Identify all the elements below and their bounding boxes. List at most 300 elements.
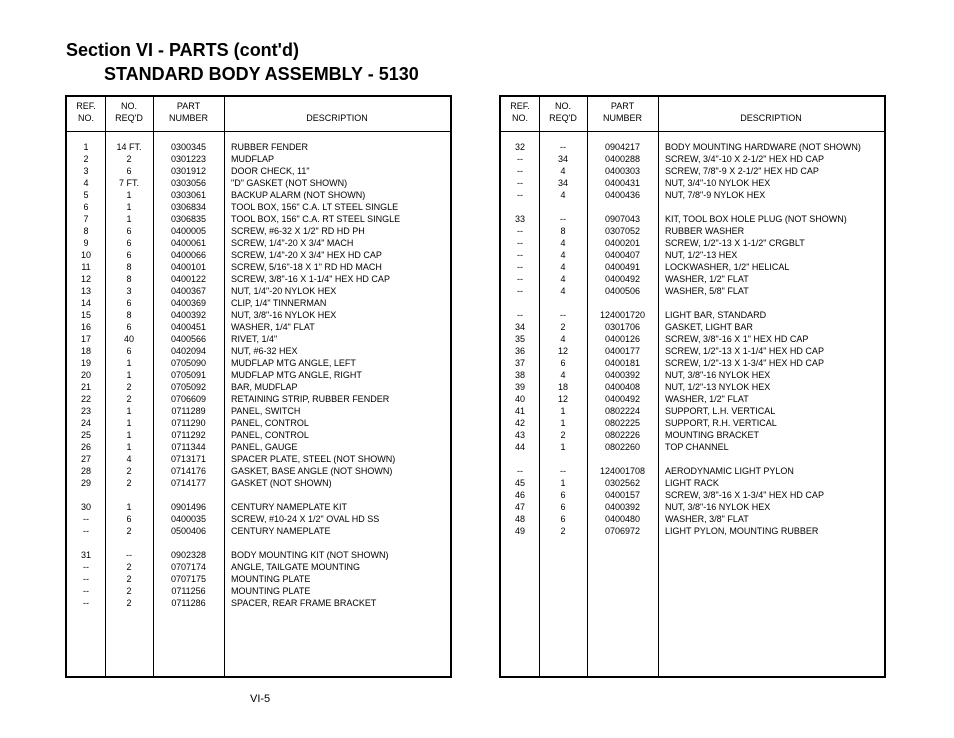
- qty-cell: 14 FT.: [116, 142, 142, 152]
- parts-rows-right: [501, 141, 884, 537]
- table-row: [501, 225, 884, 237]
- table-row: [501, 261, 884, 273]
- table-row: [501, 465, 884, 477]
- section-title: Section VI - PARTS (cont'd): [66, 40, 299, 60]
- ref-cell: 11: [81, 262, 91, 272]
- part-number-cell: 0802224: [604, 406, 641, 416]
- description-cell: NUT, 3/4"-10 NYLOK HEX: [665, 178, 771, 188]
- part-number-cell: 0400506: [604, 286, 641, 296]
- ref-cell: 32: [514, 142, 525, 152]
- table-row: [67, 381, 450, 393]
- header-text: NO.: [511, 113, 528, 123]
- qty-cell: 2: [126, 562, 132, 572]
- header-text: NO.: [120, 101, 137, 111]
- ref-cell: 8: [83, 226, 89, 236]
- table-row: [67, 333, 450, 345]
- part-number-cell: 0400066: [170, 250, 207, 260]
- ref-cell: 44: [514, 442, 525, 452]
- part-number-cell: 0303056: [170, 178, 207, 188]
- header-divider: [501, 131, 884, 132]
- qty-cell: 4: [560, 370, 566, 380]
- table-row: [67, 597, 450, 609]
- ref-cell: 42: [514, 418, 525, 428]
- part-number-cell: 0706972: [604, 526, 641, 536]
- part-number-cell: 0500406: [170, 526, 207, 536]
- description-cell: LIGHT RACK: [665, 478, 719, 488]
- part-number-cell: 0400288: [604, 154, 641, 164]
- ref-cell: 6: [83, 202, 89, 212]
- part-number-cell: 0802226: [604, 430, 641, 440]
- part-number-cell: 0400407: [604, 250, 641, 260]
- header-text: REQ'D: [115, 113, 143, 123]
- table-row: [67, 501, 450, 513]
- table-row: [67, 525, 450, 537]
- table-row: [501, 405, 884, 417]
- qty-cell: 6: [560, 358, 566, 368]
- description-cell: MOUNTING PLATE: [231, 574, 311, 584]
- description-cell: SCREW, 5/16"-18 X 1" RD HD MACH: [231, 262, 382, 272]
- qty-cell: 2: [560, 526, 566, 536]
- table-row: [67, 429, 450, 441]
- ref-cell: 46: [514, 490, 525, 500]
- ref-cell: 45: [514, 478, 525, 488]
- description-cell: NUT, 1/2"-13 HEX: [665, 250, 738, 260]
- description-cell: WASHER, 5/8" FLAT: [665, 286, 749, 296]
- part-number-cell: 0711290: [171, 418, 206, 428]
- part-number-cell: 0802260: [604, 442, 641, 452]
- ref-cell: 23: [80, 406, 91, 416]
- qty-cell: 8: [560, 226, 566, 236]
- description-cell: RIVET, 1/4": [231, 334, 278, 344]
- description-cell: MOUNTING BRACKET: [665, 430, 760, 440]
- table-row: [67, 285, 450, 297]
- part-number-cell: 0402094: [170, 346, 207, 356]
- part-number-cell: 0400392: [604, 502, 641, 512]
- description-cell: SCREW, 7/8"-9 X 2-1/2" HEX HD CAP: [665, 166, 819, 176]
- table-row: [67, 213, 450, 225]
- description-cell: ANGLE, TAILGATE MOUNTING: [231, 562, 361, 572]
- table-row: [67, 225, 450, 237]
- part-number-cell: 0902328: [170, 550, 207, 560]
- ref-cell: --: [517, 226, 523, 236]
- part-number-cell: 0907043: [604, 214, 641, 224]
- table-row: [67, 561, 450, 573]
- part-number-cell: 0400451: [170, 322, 207, 332]
- table-row: [67, 237, 450, 249]
- table-row: [501, 489, 884, 501]
- table-row: [67, 417, 450, 429]
- table-row: [501, 177, 884, 189]
- qty-cell: 8: [126, 262, 132, 272]
- qty-cell: 6: [126, 298, 132, 308]
- ref-cell: 28: [80, 466, 91, 476]
- qty-cell: 1: [126, 502, 132, 512]
- description-header: DESCRIPTION: [306, 113, 368, 123]
- part-number-cell: 0707174: [170, 562, 207, 572]
- part-number-cell: 124001708: [599, 466, 646, 476]
- qty-cell: 2: [126, 478, 132, 488]
- table-row: [67, 189, 450, 201]
- part-number-cell: 0714177: [170, 478, 207, 488]
- qty-cell: 1: [560, 418, 566, 428]
- part-number-cell: 0400392: [170, 310, 207, 320]
- ref-cell: 7: [83, 214, 89, 224]
- qty-cell: 6: [126, 250, 132, 260]
- ref-cell: 15: [80, 310, 91, 320]
- table-row: [501, 417, 884, 429]
- description-cell: MUDFLAP MTG ANGLE, LEFT: [231, 358, 356, 368]
- table-row: [501, 309, 884, 321]
- description-cell: PANEL, CONTROL: [231, 418, 309, 428]
- table-row: [67, 177, 450, 189]
- part-number-cell: 0400181: [604, 358, 641, 368]
- part-number-cell: 0400201: [604, 238, 641, 248]
- qty-cell: 34: [557, 178, 568, 188]
- description-cell: PANEL, CONTROL: [231, 430, 309, 440]
- description-cell: TOOL BOX, 156" C.A. LT STEEL SINGLE: [231, 202, 399, 212]
- table-row: [501, 345, 884, 357]
- description-cell: BODY MOUNTING HARDWARE (NOT SHOWN): [665, 142, 861, 152]
- description-cell: AERODYNAMIC LIGHT PYLON: [665, 466, 794, 476]
- table-row: [67, 141, 450, 153]
- qty-cell: 6: [126, 226, 132, 236]
- table-row: [501, 525, 884, 537]
- qty-cell: 8: [126, 274, 132, 284]
- ref-cell: --: [517, 286, 523, 296]
- header-text: NO.: [77, 113, 94, 123]
- description-cell: SCREW, 1/4"-20 X 3/4" MACH: [231, 238, 354, 248]
- qty-cell: 4: [560, 250, 566, 260]
- description-cell: WASHER, 1/2" FLAT: [665, 274, 749, 284]
- description-cell: PANEL, GAUGE: [231, 442, 298, 452]
- description-cell: BAR, MUDFLAP: [231, 382, 298, 392]
- part-number-cell: 0306835: [170, 214, 207, 224]
- ref-cell: 21: [80, 382, 91, 392]
- description-cell: NUT, 3/8"-16 NYLOK HEX: [231, 310, 337, 320]
- parts-rows-left: [67, 141, 450, 609]
- table-row: [501, 429, 884, 441]
- description-cell: NUT, 1/2"-13 NYLOK HEX: [665, 382, 771, 392]
- table-row: [67, 369, 450, 381]
- table-row: [501, 141, 884, 153]
- ref-no-header: [501, 100, 539, 124]
- ref-cell: 33: [514, 214, 525, 224]
- ref-cell: --: [83, 574, 89, 584]
- table-row: [67, 321, 450, 333]
- ref-cell: --: [517, 466, 523, 476]
- part-number-cell: 0711292: [171, 430, 206, 440]
- part-number-cell: 0400436: [604, 190, 641, 200]
- part-number-cell: 0711344: [171, 442, 206, 452]
- ref-cell: 40: [514, 394, 525, 404]
- description-cell: WASHER, 1/2" FLAT: [665, 394, 749, 404]
- table-row: [67, 393, 450, 405]
- part-number-cell: 0714176: [170, 466, 207, 476]
- description-cell: MOUNTING PLATE: [231, 586, 311, 596]
- table-row: [67, 201, 450, 213]
- description-cell: SCREW, 3/8"-16 X 1" HEX HD CAP: [665, 334, 809, 344]
- qty-cell: 8: [126, 310, 132, 320]
- page-number: VI-5: [250, 693, 271, 705]
- part-number-cell: 0400157: [604, 490, 641, 500]
- description-cell: NUT, 3/8"-16 NYLOK HEX: [665, 370, 771, 380]
- table-row: [67, 549, 450, 561]
- description-cell: BACKUP ALARM (NOT SHOWN): [231, 190, 366, 200]
- qty-header: [105, 100, 153, 124]
- part-number-cell: 0400431: [604, 178, 641, 188]
- qty-cell: 2: [560, 430, 566, 440]
- description-cell: KIT, TOOL BOX HOLE PLUG (NOT SHOWN): [665, 214, 847, 224]
- part-number-cell: 0400392: [604, 370, 641, 380]
- table-row: [67, 357, 450, 369]
- ref-cell: 4: [83, 178, 89, 188]
- description-cell: GASKET, BASE ANGLE (NOT SHOWN): [231, 466, 393, 476]
- part-number-cell: 0400126: [604, 334, 641, 344]
- qty-cell: 2: [126, 394, 132, 404]
- table-row: [67, 249, 450, 261]
- description-cell: RUBBER FENDER: [231, 142, 309, 152]
- ref-cell: 17: [80, 334, 91, 344]
- qty-cell: 1: [560, 442, 566, 452]
- ref-cell: 5: [83, 190, 89, 200]
- part-number-header: [587, 100, 658, 124]
- description-cell: RETAINING STRIP, RUBBER FENDER: [231, 394, 390, 404]
- part-number-cell: 0713171: [170, 454, 207, 464]
- ref-cell: --: [517, 238, 523, 248]
- part-number-cell: 0300345: [170, 142, 207, 152]
- ref-cell: 39: [514, 382, 525, 392]
- description-cell: "D" GASKET (NOT SHOWN): [231, 178, 348, 188]
- qty-cell: 2: [126, 526, 132, 536]
- ref-cell: 36: [514, 346, 525, 356]
- table-row: [501, 153, 884, 165]
- part-number-header: [153, 100, 224, 124]
- part-number-cell: 0706609: [170, 394, 207, 404]
- description-cell: SCREW, 3/8"-16 X 1-3/4" HEX HD CAP: [665, 490, 824, 500]
- qty-cell: 3: [126, 286, 132, 296]
- part-number-cell: 0400177: [604, 346, 641, 356]
- qty-cell: 1: [126, 442, 132, 452]
- ref-cell: 49: [514, 526, 525, 536]
- qty-header: [539, 100, 587, 124]
- ref-no-header: [67, 100, 105, 124]
- qty-cell: 2: [126, 154, 132, 164]
- ref-cell: 9: [83, 238, 89, 248]
- part-number-cell: 0306834: [170, 202, 207, 212]
- description-cell: MUDFLAP: [231, 154, 275, 164]
- qty-cell: 6: [126, 346, 132, 356]
- qty-cell: 6: [560, 514, 566, 524]
- qty-cell: --: [560, 142, 566, 152]
- description-cell: SCREW, 3/8"-16 X 1-1/4" HEX HD CAP: [231, 274, 390, 284]
- description-cell: NUT, 1/4"-20 NYLOK HEX: [231, 286, 337, 296]
- qty-cell: 4: [560, 286, 566, 296]
- qty-cell: 2: [126, 586, 132, 596]
- table-row: [501, 381, 884, 393]
- description-cell: TOOL BOX, 156" C.A. RT STEEL SINGLE: [231, 214, 401, 224]
- ref-cell: 38: [514, 370, 525, 380]
- part-number-cell: 0400408: [604, 382, 641, 392]
- ref-cell: --: [517, 310, 523, 320]
- ref-cell: 30: [80, 502, 91, 512]
- ref-cell: 2: [83, 154, 89, 164]
- description-header: DESCRIPTION: [740, 113, 802, 123]
- qty-cell: 1: [126, 406, 132, 416]
- ref-cell: --: [517, 250, 523, 260]
- description-cell: CLIP, 1/4" TINNERMAN: [231, 298, 327, 308]
- ref-cell: 27: [80, 454, 91, 464]
- qty-cell: 1: [126, 370, 132, 380]
- qty-cell: 4: [126, 454, 132, 464]
- ref-cell: 43: [514, 430, 525, 440]
- description-cell: RUBBER WASHER: [665, 226, 745, 236]
- qty-cell: 2: [126, 574, 132, 584]
- header-text: REF.: [76, 101, 96, 111]
- assembly-title: STANDARD BODY ASSEMBLY - 5130: [104, 64, 419, 84]
- part-number-cell: 0303061: [170, 190, 207, 200]
- table-row: [501, 189, 884, 201]
- ref-cell: --: [517, 190, 523, 200]
- table-row: [501, 477, 884, 489]
- table-row: [501, 369, 884, 381]
- ref-cell: 47: [514, 502, 525, 512]
- qty-cell: 2: [126, 382, 132, 392]
- table-row: [501, 513, 884, 525]
- table-row: [501, 273, 884, 285]
- description-cell: SCREW, 1/2"-13 X 1-1/2" CRGBLT: [665, 238, 805, 248]
- part-number-cell: 0400122: [170, 274, 207, 284]
- qty-cell: --: [560, 466, 566, 476]
- qty-cell: 2: [126, 466, 132, 476]
- ref-cell: 14: [80, 298, 91, 308]
- description-cell: SCREW, 3/4"-10 X 2-1/2" HEX HD CAP: [665, 154, 824, 164]
- qty-cell: 4: [560, 238, 566, 248]
- qty-cell: 40: [123, 334, 134, 344]
- qty-cell: 34: [557, 154, 568, 164]
- ref-cell: --: [83, 526, 89, 536]
- description-cell: SCREW, #10-24 X 1/2" OVAL HD SS: [231, 514, 380, 524]
- qty-cell: 12: [557, 346, 568, 356]
- table-row: [67, 573, 450, 585]
- description-cell: WASHER, 1/4" FLAT: [231, 322, 315, 332]
- description-cell: NUT, 3/8"-16 NYLOK HEX: [665, 502, 771, 512]
- qty-cell: 4: [560, 190, 566, 200]
- table-row: [501, 321, 884, 333]
- table-row: [67, 165, 450, 177]
- description-cell: SCREW, 1/2"-13 X 1-3/4" HEX HD CAP: [665, 358, 824, 368]
- ref-cell: 20: [80, 370, 91, 380]
- table-row: [501, 165, 884, 177]
- table-row: [67, 513, 450, 525]
- ref-cell: 13: [80, 286, 91, 296]
- part-number-cell: 0301912: [170, 166, 207, 176]
- header-text: NO.: [554, 101, 571, 111]
- qty-cell: 1: [126, 202, 132, 212]
- ref-cell: 34: [514, 322, 525, 332]
- qty-cell: 1: [126, 358, 132, 368]
- table-row: [501, 285, 884, 297]
- qty-cell: 6: [126, 166, 132, 176]
- header-text: PART: [176, 101, 201, 111]
- part-number-cell: 0400005: [170, 226, 207, 236]
- qty-cell: 6: [560, 490, 566, 500]
- table-row: [501, 333, 884, 345]
- header-divider: [67, 131, 450, 132]
- table-row: [67, 261, 450, 273]
- qty-cell: 6: [126, 322, 132, 332]
- table-row: [67, 153, 450, 165]
- part-number-cell: 0400492: [604, 394, 641, 404]
- part-number-cell: 0711289: [171, 406, 206, 416]
- description-cell: GASKET (NOT SHOWN): [231, 478, 332, 488]
- description-cell: SUPPORT, R.H. VERTICAL: [665, 418, 777, 428]
- table-row: [67, 585, 450, 597]
- ref-cell: --: [83, 514, 89, 524]
- part-number-cell: 0705091: [170, 370, 207, 380]
- parts-table-left: [65, 95, 452, 678]
- part-number-cell: 0400061: [170, 238, 207, 248]
- qty-cell: 12: [557, 394, 568, 404]
- description-cell: SUPPORT, L.H. VERTICAL: [665, 406, 776, 416]
- qty-cell: 4: [560, 274, 566, 284]
- part-number-cell: 0400492: [604, 274, 641, 284]
- ref-cell: 26: [80, 442, 91, 452]
- ref-cell: 19: [80, 358, 91, 368]
- description-cell: PANEL, SWITCH: [231, 406, 301, 416]
- ref-cell: 37: [514, 358, 525, 368]
- header-text: NUMBER: [168, 113, 208, 123]
- qty-cell: 7 FT.: [118, 178, 139, 188]
- description-cell: TOP CHANNEL: [665, 442, 729, 452]
- header-text: REF.: [510, 101, 530, 111]
- header-text: NUMBER: [602, 113, 642, 123]
- ref-cell: 25: [80, 430, 91, 440]
- header-text: REQ'D: [549, 113, 577, 123]
- part-number-cell: 0901496: [170, 502, 207, 512]
- ref-cell: --: [83, 598, 89, 608]
- part-number-cell: 0705090: [170, 358, 207, 368]
- ref-cell: --: [517, 166, 523, 176]
- description-cell: DOOR CHECK, 11": [231, 166, 310, 176]
- ref-cell: 48: [514, 514, 525, 524]
- table-row: [501, 393, 884, 405]
- table-row: [67, 345, 450, 357]
- description-cell: LOCKWASHER, 1/2" HELICAL: [665, 262, 790, 272]
- table-row: [501, 213, 884, 225]
- description-cell: CENTURY NAMEPLATE KIT: [231, 502, 348, 512]
- table-row: [67, 405, 450, 417]
- ref-cell: --: [517, 154, 523, 164]
- part-number-cell: 0400566: [170, 334, 207, 344]
- table-row: [67, 453, 450, 465]
- part-number-cell: 0400035: [170, 514, 207, 524]
- table-row: [67, 477, 450, 489]
- table-row: [501, 357, 884, 369]
- ref-cell: 16: [80, 322, 91, 332]
- qty-cell: 4: [560, 334, 566, 344]
- parts-table-right: [499, 95, 886, 678]
- ref-cell: --: [517, 262, 523, 272]
- ref-cell: 3: [83, 166, 89, 176]
- qty-cell: 1: [126, 214, 132, 224]
- ref-cell: 29: [80, 478, 91, 488]
- part-number-cell: 0400480: [604, 514, 641, 524]
- part-number-cell: 0400101: [170, 262, 207, 272]
- ref-cell: --: [517, 274, 523, 284]
- table-row: [501, 441, 884, 453]
- part-number-cell: 0400367: [170, 286, 207, 296]
- table-row: [67, 465, 450, 477]
